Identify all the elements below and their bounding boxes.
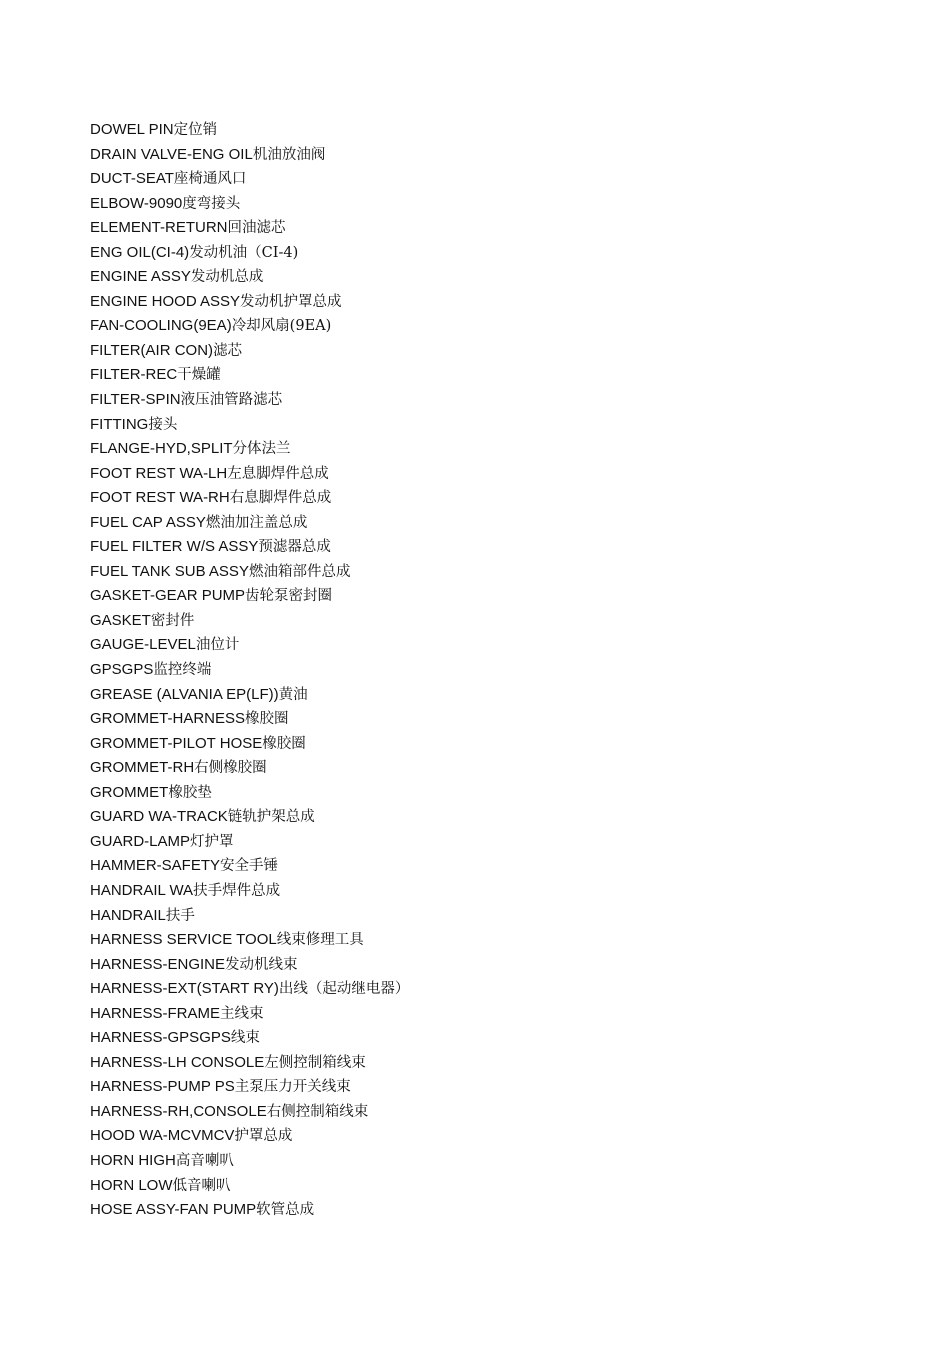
term-entry (90, 683, 409, 708)
term-entry (90, 339, 409, 364)
term-chinese: 灯护罩 (190, 833, 234, 850)
term-english: FLANGE-HYD,SPLIT (90, 440, 233, 458)
term-english: HARNESS-FRAME (90, 1004, 221, 1022)
term-entry (90, 1124, 409, 1149)
term-chinese: 密封件 (150, 612, 195, 629)
term-english: DUCT-SEAT (90, 170, 174, 188)
term-chinese: 出线（起动继电器） (278, 981, 410, 998)
term-chinese: 监控终端 (153, 662, 212, 679)
term-chinese: 燃油箱部件总成 (248, 563, 351, 580)
term-entry (90, 314, 409, 339)
term-english: HORN LOW (90, 1176, 173, 1194)
term-entry (90, 904, 409, 929)
term-entry (90, 584, 409, 609)
term-chinese: 冷却风扇(9EA) (231, 318, 332, 335)
term-chinese: 预滤器总成 (258, 539, 331, 556)
term-english: GAUGE-LEVEL (90, 636, 196, 654)
term-entry (90, 1051, 409, 1076)
term-entry (90, 854, 409, 879)
term-english: DOWEL PIN (90, 121, 174, 138)
term-chinese: 发动机护罩总成 (240, 293, 342, 310)
term-chinese: 发动机油（CI-4) (189, 244, 299, 261)
term-entry (90, 535, 409, 560)
term-english: FUEL CAP ASSY (90, 513, 206, 531)
term-chinese: 发动机总成 (190, 269, 264, 286)
term-english: GASKET-GEAR PUMP (90, 587, 246, 605)
term-entry (90, 486, 409, 511)
term-entry (90, 1174, 409, 1199)
term-entry (90, 388, 409, 413)
term-chinese: 线束修理工具 (276, 932, 364, 949)
term-english: FUEL FILTER W/S ASSY (90, 538, 259, 556)
term-chinese: 油位计 (195, 637, 240, 654)
term-english: HARNESS-PUMP PS (90, 1078, 235, 1096)
term-english: GROMMET-RH (90, 759, 195, 777)
term-entry (90, 462, 409, 487)
term-english: FILTER(AIR CON) (90, 341, 214, 359)
term-chinese: 低音喇叭 (172, 1177, 231, 1194)
term-chinese: 齿轮泵密封圈 (245, 588, 333, 605)
term-entry (90, 241, 409, 266)
term-english: FAN-COOLING(9EA) (90, 317, 232, 335)
term-entry (90, 437, 409, 462)
term-entry (90, 658, 409, 683)
term-chinese: 橡胶圈 (262, 735, 306, 752)
term-entry (90, 192, 409, 217)
term-chinese: 定位销 (173, 122, 218, 138)
term-chinese: 高音喇叭 (175, 1152, 234, 1169)
term-english: FILTER-SPIN (90, 391, 181, 409)
term-chinese: 主泵压力开关线束 (234, 1079, 351, 1096)
term-english: ENG OIL(CI-4) (90, 243, 190, 261)
term-english: ELBOW-9090 (90, 194, 183, 212)
term-entry (90, 953, 409, 978)
term-english: GROMMET-HARNESS (90, 710, 246, 728)
term-chinese: 燃油加注盖总成 (205, 514, 308, 531)
term-entry (90, 560, 409, 585)
term-english: DRAIN VALVE-ENG OIL (90, 145, 253, 163)
term-chinese: 主线束 (220, 1005, 264, 1022)
term-entry (90, 1100, 409, 1125)
term-chinese: 滤芯 (213, 342, 243, 359)
term-english: HARNESS SERVICE TOOL (90, 931, 277, 949)
term-entry (90, 1149, 409, 1174)
term-english: GASKET (90, 611, 151, 629)
term-english: HARNESS-ENGINE (90, 955, 226, 973)
term-english: GUARD-LAMP (90, 832, 191, 850)
term-entry (90, 143, 409, 168)
term-english: ENGINE HOOD ASSY (90, 292, 241, 310)
term-entry (90, 216, 409, 241)
term-english: HANDRAIL (90, 906, 166, 924)
term-entry (90, 830, 409, 855)
term-english: ELEMENT-RETURN (90, 219, 228, 237)
term-chinese: 分体法兰 (232, 441, 291, 458)
term-chinese: 机油放油阀 (252, 146, 326, 163)
term-chinese: 右息脚焊件总成 (229, 490, 332, 507)
term-english: GUARD WA-TRACK (90, 808, 228, 826)
term-entry (90, 413, 409, 438)
term-entry (90, 805, 409, 830)
term-english: HOSE ASSY-FAN PUMP (90, 1201, 257, 1219)
term-chinese: 发动机线束 (225, 956, 298, 973)
term-chinese: 左息脚焊件总成 (227, 465, 329, 482)
term-chinese: 右侧橡胶圈 (194, 760, 267, 777)
term-entry (90, 118, 409, 143)
term-english: GPSGPS (90, 661, 154, 679)
term-english: HARNESS-EXT(START RY) (90, 980, 279, 998)
term-entry (90, 781, 409, 806)
term-english: ENGINE ASSY (90, 268, 191, 286)
term-english: FUEL TANK SUB ASSY (90, 562, 249, 580)
term-chinese: 左侧控制箱线束 (264, 1054, 366, 1071)
term-english: HARNESS-RH,CONSOLE (90, 1102, 267, 1120)
term-entry (90, 363, 409, 388)
term-chinese: 右侧控制箱线束 (266, 1103, 369, 1120)
term-chinese: 液压油管路滤芯 (180, 392, 283, 409)
term-chinese: 橡胶圈 (245, 711, 289, 728)
term-entry (90, 1002, 409, 1027)
term-english: GROMMET (90, 783, 169, 801)
term-english: GROMMET-PILOT HOSE (90, 734, 263, 752)
term-chinese: 回油滤芯 (227, 220, 286, 237)
term-chinese: 软管总成 (256, 1202, 315, 1219)
term-chinese: 扶手焊件总成 (193, 882, 281, 899)
term-entry (90, 732, 409, 757)
term-english: HOOD WA-MCVMCV (90, 1127, 235, 1145)
term-english: FITTING (90, 415, 149, 433)
term-chinese: 护罩总成 (234, 1128, 293, 1145)
term-english: HORN HIGH (90, 1151, 176, 1169)
term-entry (90, 265, 409, 290)
term-english: FILTER-REC (90, 366, 178, 384)
term-chinese: 安全手锤 (220, 858, 279, 875)
term-entry (90, 879, 409, 904)
term-chinese: 橡胶垫 (168, 784, 212, 801)
term-english: HANDRAIL WA (90, 881, 194, 899)
term-entry (90, 977, 409, 1002)
term-chinese: 扶手 (165, 907, 195, 924)
term-chinese: 链轨护架总成 (227, 809, 315, 826)
term-chinese: 座椅通风口 (173, 171, 247, 188)
term-english: HARNESS-LH CONSOLE (90, 1053, 265, 1071)
term-chinese: 度弯接头 (182, 195, 241, 212)
term-entry (90, 633, 409, 658)
term-english: GREASE (ALVANIA EP(LF)) (90, 685, 279, 703)
term-chinese: 线束 (230, 1030, 260, 1047)
term-entry (90, 511, 409, 536)
term-chinese: 黄油 (278, 686, 308, 703)
term-chinese: 干燥罐 (177, 367, 221, 384)
term-list (90, 118, 409, 1223)
term-entry (90, 1075, 409, 1100)
term-chinese: 接头 (148, 416, 178, 433)
term-english: FOOT REST WA-LH (90, 464, 228, 482)
term-entry (90, 1026, 409, 1051)
term-entry (90, 1198, 409, 1223)
term-entry (90, 290, 409, 315)
term-english: FOOT REST WA-RH (90, 489, 230, 507)
term-english: HARNESS-GPSGPS (90, 1029, 231, 1047)
term-entry (90, 609, 409, 634)
term-entry (90, 756, 409, 781)
term-entry (90, 707, 409, 732)
term-entry (90, 928, 409, 953)
term-entry (90, 167, 409, 192)
term-english: HAMMER-SAFETY (90, 857, 221, 875)
